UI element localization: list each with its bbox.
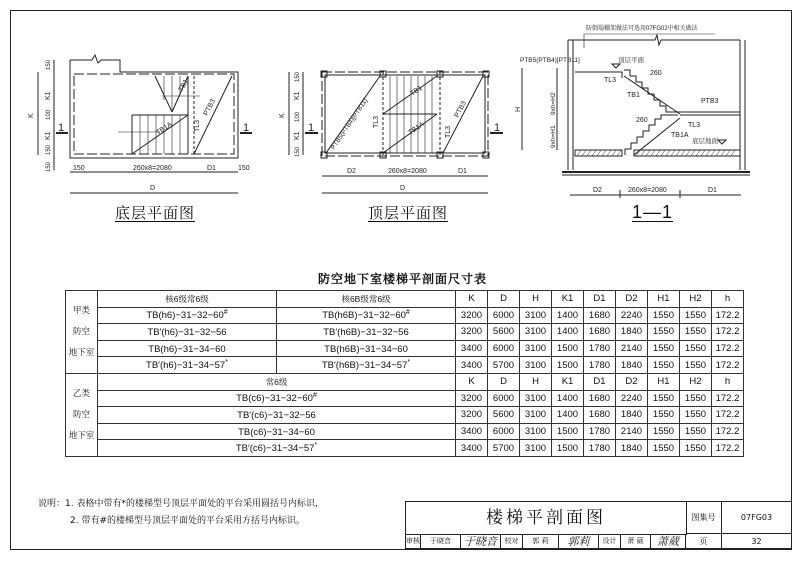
svg-text:TB1A: TB1A [671, 132, 689, 139]
col-header: H2 [680, 291, 712, 308]
svg-text:TB1A: TB1A [155, 121, 174, 137]
atlas-number: 07FG03 [722, 502, 792, 534]
svg-text:150: 150 [295, 71, 301, 82]
review-label: 审核 [406, 534, 421, 550]
svg-text:150: 150 [73, 165, 85, 172]
svg-text:9xh=H2: 9xh=H2 [550, 92, 557, 115]
svg-text:D2: D2 [593, 187, 602, 194]
col-header: K1 [552, 373, 584, 390]
svg-text:260x8=2080: 260x8=2080 [388, 168, 427, 175]
svg-text:150: 150 [46, 59, 52, 70]
reviewer-signature: 于晓音 [461, 534, 501, 550]
svg-text:D1: D1 [708, 187, 717, 194]
svg-text:TB1: TB1 [627, 92, 640, 99]
table-row: TB(h6)−31−32−60# TB(h6B)−31−32−60# 3200 6000 3100 1400 1680 2240 1550 1550 172.2 [66, 307, 744, 324]
design-label: 设计 [599, 534, 621, 550]
svg-text:260x8=2080: 260x8=2080 [628, 187, 667, 194]
page-number: 32 [722, 534, 792, 550]
svg-text:150: 150 [238, 165, 250, 172]
svg-text:9xh=H1: 9xh=H1 [550, 125, 557, 148]
note-item: 1. 表格中带有*的楼梯型号顶层平面处的平台采用圆括号内标识， [65, 499, 324, 509]
col-header: D2 [616, 373, 648, 390]
svg-text:D: D [400, 185, 406, 192]
svg-text:TL3: TL3 [445, 125, 452, 138]
svg-text:TB1A: TB1A [407, 121, 426, 137]
checker-signature: 郭莉 [559, 534, 599, 550]
svg-text:1: 1 [308, 122, 315, 134]
table-row: TB′(c6)−31−34−57* 3400 5700 3100 1500 1780 1840 1550 1550 172.2 [66, 440, 744, 457]
view-title-top-floor: 顶层平面图 [368, 204, 449, 222]
group-b-label: 乙类 防空 地下室 [66, 373, 98, 456]
col-header: D1 [584, 291, 616, 308]
designer-signature: 萧葳 [651, 534, 686, 550]
header-nuclear6b: 核6B级常6级 [277, 291, 456, 308]
svg-text:D1: D1 [207, 165, 216, 172]
svg-text:TB1: TB1 [177, 78, 191, 93]
svg-text:150: 150 [46, 144, 52, 155]
table-row: TB(c6)−31−32−60# 3200 6000 3100 1400 1680 2240 1550 1550 172.2 [66, 390, 744, 407]
svg-text:TL3: TL3 [604, 77, 617, 84]
checker-name: 郭 莉 [523, 534, 559, 550]
designer-name: 萧 葳 [621, 534, 651, 550]
svg-text:TB1: TB1 [409, 84, 424, 98]
col-header: H1 [648, 373, 680, 390]
col-header: H [520, 373, 552, 390]
svg-text:K1: K1 [45, 131, 52, 140]
svg-text:1: 1 [494, 122, 501, 134]
col-header: K [456, 373, 488, 390]
svg-text:260: 260 [636, 117, 648, 124]
svg-text:260: 260 [650, 70, 662, 77]
svg-text:1: 1 [243, 122, 250, 134]
view-title-ground-floor: 底层平面图 [115, 204, 196, 222]
col-header: H2 [680, 373, 712, 390]
svg-text:PTB3: PTB3 [202, 98, 217, 117]
svg-text:150: 150 [46, 161, 52, 172]
section-note: 防倒塌棚架做法可选用07FG02中相关做法 [586, 26, 698, 32]
svg-text:TL3: TL3 [373, 115, 380, 128]
table-row: TB′(c6)−31−32−56 3200 5600 3100 1400 1680 1840 1550 1550 172.2 [66, 407, 744, 424]
svg-text:H: H [515, 106, 522, 112]
view-title-section: 1—1 [632, 202, 674, 222]
col-header: H [520, 291, 552, 308]
table-row: TB′(h6)−31−32−56 TB′(h6B)−31−32−56 3200 5600 3100 1400 1680 1840 1550 1550 172.2 [66, 324, 744, 341]
note-item: 2. 带有#的楼梯型号顶层平面处的平台采用方括号内标识。 [70, 516, 305, 526]
svg-text:PTB3: PTB3 [453, 100, 468, 119]
svg-text:顶层平面: 顶层平面 [618, 57, 644, 64]
col-header: D [488, 373, 520, 390]
svg-text:PTB3: PTB3 [701, 98, 719, 105]
svg-text:D: D [150, 185, 156, 192]
svg-text:K1: K1 [45, 91, 52, 100]
page-label: 页 [686, 534, 722, 550]
col-header: H1 [648, 291, 680, 308]
table-row: TB(h6)−31−34−60 TB(h6B)−31−34−60 3400 6000 3100 1500 1780 2140 1550 1550 172.2 [66, 340, 744, 357]
svg-text:TL3: TL3 [688, 122, 701, 129]
svg-text:260x8=2080: 260x8=2080 [133, 165, 172, 172]
col-header: K1 [552, 291, 584, 308]
col-header: h [712, 291, 744, 308]
svg-text:K: K [279, 113, 286, 118]
svg-text:100: 100 [295, 111, 301, 122]
svg-text:100: 100 [46, 109, 52, 120]
col-header: D [488, 291, 520, 308]
table-title: 防空地下室楼梯平剖面尺寸表 [318, 272, 488, 286]
notes-prefix: 说明： [38, 499, 66, 509]
svg-text:150: 150 [295, 146, 301, 157]
atlas-label: 图集号 [686, 502, 722, 534]
header-normal6: 常6级 [98, 373, 456, 390]
svg-text:PTB5(PTB4)[PTB11]: PTB5(PTB4)[PTB11] [520, 57, 580, 64]
dimension-table [65, 290, 744, 457]
svg-text:K1: K1 [294, 131, 301, 140]
svg-text:TL3: TL3 [194, 119, 201, 132]
svg-text:底层地面: 底层地面 [692, 138, 718, 145]
check-label: 校对 [501, 534, 523, 550]
col-header: h [712, 373, 744, 390]
col-header: D1 [584, 373, 616, 390]
table-row: TB′(h6)−31−34−57* TB′(h6B)−31−34−57* 3400 5700 3100 1500 1780 1840 1550 1550 172.2 [66, 357, 744, 374]
title-block [405, 501, 791, 549]
svg-text:D1: D1 [458, 168, 467, 175]
reviewer-name: 于晓音 [421, 534, 461, 550]
notes [38, 496, 324, 530]
svg-text:1: 1 [58, 122, 65, 134]
svg-text:D2: D2 [347, 168, 356, 175]
table-header-row-a [66, 291, 744, 308]
svg-text:K1: K1 [294, 91, 301, 100]
table-row: TB(c6)−31−34−60 3400 6000 3100 1500 1780 2140 1550 1550 172.2 [66, 423, 744, 440]
svg-text:PTB5(PTB4)[PTB11]: PTB5(PTB4)[PTB11] [329, 97, 370, 152]
group-a-label: 甲类 防空 地下室 [66, 291, 98, 374]
svg-text:K: K [28, 113, 35, 118]
col-header: D2 [616, 291, 648, 308]
header-nuclear6: 核6级常6级 [98, 291, 277, 308]
table-header-row-b [66, 373, 744, 390]
col-header: K [456, 291, 488, 308]
drawing-title: 楼梯平剖面图 [406, 502, 687, 535]
